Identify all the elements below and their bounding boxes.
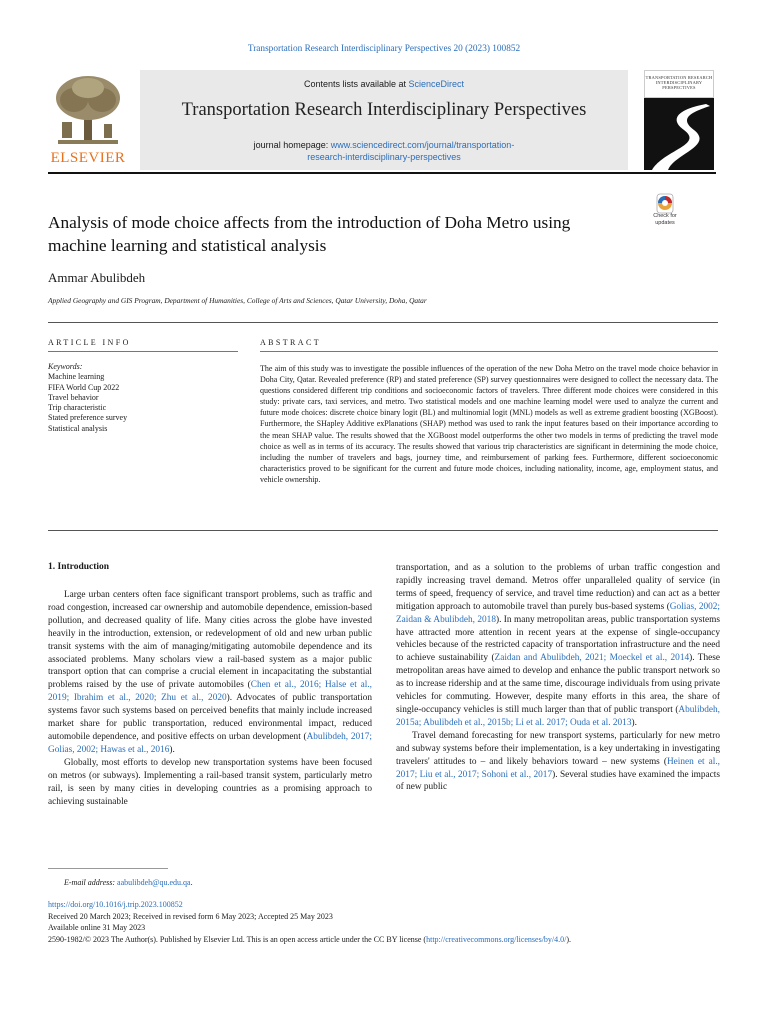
homepage-link-1[interactable]: www.sciencedirect.com/journal/transportation- <box>330 140 515 150</box>
divider-top <box>48 322 718 323</box>
abstract-heading: ABSTRACT <box>260 338 321 347</box>
available-online: Available online 31 May 2023 <box>48 923 146 933</box>
keyword: Stated preference survey <box>48 413 128 423</box>
paragraph: Travel demand forecasting for new transport systems, particularly for new metro and subway systems before their implementation, is a key undertaking in investigating travelers' attitudes to – and likely behaviors toward – new systems (Heinen et al., 2017; Liu et al., 2017; Sohoni et al., 2017). Several studies have examined the impacts of new public <box>396 730 721 793</box>
keyword: Statistical analysis <box>48 423 108 433</box>
journal-reference[interactable]: Transportation Research Interdisciplinary Perspectives 20 (2023) 100852 <box>247 44 521 54</box>
abstract-text: The aim of this study was to investigate the possible influences of the operation of the new Doha Metro on the travel mode choice behavior in Doha City, Qatar. Revealed preference (RP) and stated preference (SP) survey questionnaires were designed to collect the necessary data. The questions considered different trip conditions and socioeconomic factors of travelers. Three different mode choices were considered in this study: private cars, taxi services, and metro. Two statistical models and one machine learning model were used to analyze the current and future mode choices: discrete choice binary logit (BL) and multinomial logit (MNL) models as well as extreme gradient boosting (XGBoost). Furthermore, the SHapley Additive exPlanations (SHAP) method was used to rank the input features based on their importance according to the mean SHAP value. The results showed that the XGBoost model outperforms the other two models in terms of predicting the travel mode choice as well as in terms of its accuracy. The results showed that various trip characteristics are significant in determining the mode choice, including the number of travelers and bags, journey time, and reimbursement of parking fees. Furthermore, different socioeconomic characteristics proved to be significant for the current and future mode choices, including nationality, income, age, employment status, and vehicle ownership. <box>260 364 718 484</box>
journal-cover <box>644 70 714 170</box>
cover-title: TRANSPORTATION RESEARCH INTERDISCIPLINARY PERSPECTIVES <box>644 70 714 98</box>
keyword: Trip characteristic <box>48 403 107 413</box>
citation-link[interactable]: Heinen et al., 2017; Liu et al., 2017; Sohoni et al., 2017 <box>396 756 721 780</box>
author-name: Ammar Abulibdeh <box>48 270 146 285</box>
contents-line: Contents lists available at ScienceDirect <box>303 79 465 89</box>
keyword: Machine learning <box>48 372 105 382</box>
citation-link[interactable]: Abulibdeh, 2017; Golias, 2002; Hawas et al., 2016 <box>48 731 372 755</box>
article-title: Analysis of mode choice affects from the introduction of Doha Metro using machine learning and statistical analysis <box>48 213 571 255</box>
citation-link[interactable]: Golias, 2002; Zaidan & Abulibdeh, 2018 <box>396 601 720 625</box>
publisher-name: ELSEVIER <box>50 150 126 166</box>
divider-bottom <box>48 530 718 531</box>
check-for-updates-label[interactable]: Check for updates <box>653 213 677 226</box>
divider-abstract <box>260 351 718 352</box>
citation-link[interactable]: Chen et al., 2016; Halse et al., 2019; Ibrahim et al., 2020; Zhu et al., 2020 <box>48 680 372 704</box>
footnote-email: E-mail address: aabulibdeh@qu.edu.qa. <box>64 878 193 887</box>
journal-homepage <box>140 139 628 163</box>
paragraph: Globally, most efforts to develop new transportation systems have been focused on metros (or subways). Implementing a rail-based transit system, particularly metro rail, is seen by many cities in developing countries as a promising approach to achieving sustainable <box>48 757 372 807</box>
keyword: Travel behavior <box>48 392 99 402</box>
keywords-block <box>48 362 238 434</box>
homepage-label: journal homepage: <box>253 140 331 150</box>
body-column-left <box>48 589 372 808</box>
body-column-right <box>396 562 720 794</box>
citation-link[interactable]: Zaidan and Abulibdeh, 2021; Moeckel et al., 2014 <box>494 653 690 664</box>
sciencedirect-link[interactable]: ScienceDirect <box>408 79 465 89</box>
citation-link[interactable]: Abulibdeh, 2015a; Abulibdeh et al., 2015b; Li et al. 2017; Ouda et al. 2013 <box>396 704 720 728</box>
paragraph: transportation, and as a solution to the problems of urban traffic congestion and rapidly increasing travel demand. Metros offer unparalleled quality of service (in terms of speed, frequency of service, and travel time reduction) and can act as a better mitigation approach to automobile travel than purely bus-based systems (Golias, 2002; Zaidan & Abulibdeh, 2018). In many metropolitan areas, public transportation systems have attracted more attention in recent years at the expense of single-occupancy vehicles because of the restricted capacity of transportation infrastructure and the need to achieve sustainability (Zaidan and Abulibdeh, 2021; Moeckel et al., 2014). These metropolitan areas have aimed to develop and enhance the public transport network so as to increase ridership and at the same time, discourage individuals from using private vehicles for commuting. However, despite many efforts in this area, the share of single-occupancy vehicles is still much larger than that of public transport (Abulibdeh, 2015a; Abulibdeh et al., 2015b; Li et al. 2017; Ouda et al. 2013). <box>396 563 720 728</box>
received-dates: Received 20 March 2023; Received in revised form 6 May 2023; Accepted 25 May 2023 <box>48 911 333 921</box>
doi-link[interactable]: https://doi.org/10.1016/j.trip.2023.100852 <box>48 900 183 909</box>
article-metadata <box>48 899 738 945</box>
paragraph: Large urban centers often face significant transport problems, such as traffic and road congestion, increased car ownership and automobile dependence, emission-based pollution, and decreased quality of life. Many cities across the globe have invested heavily in the introduction, extension, or redevelopment of old and new urban public transit systems with the aim of managing/mitigating automobile dependence and its associated problems. Many scholars view a rail-based system as a major public transport option that can comprise a crucial element in incapacitating the substantial problems raised by the use of private automobiles (Chen et al., 2016; Halse et al., 2019; Ibrahim et al., 2020; Zhu et al., 2020). Advocates of public transportation systems favor such systems based on perceived benefits that mainly include increased market share for public transportation, reduced environmental impact, reduced automobile dependence, and positive effects on urban development (Abulibdeh, 2017; Golias, 2002; Hawas et al., 2016). <box>48 590 372 755</box>
license-link[interactable]: http://creativecommons.org/licenses/by/4.0/ <box>426 934 567 944</box>
keyword: FIFA World Cup 2022 <box>48 382 120 392</box>
homepage-link-2[interactable]: research-interdisciplinary-perspectives <box>307 152 461 162</box>
section-heading-introduction: 1. Introduction <box>48 562 110 572</box>
journal-title: Transportation Research Interdisciplinary Perspectives <box>181 100 587 120</box>
cover-road-art <box>644 70 714 170</box>
author-affiliation: Applied Geography and GIS Program, Department of Humanities, College of Arts and Sciences, Qatar University, Doha, Qatar <box>48 296 427 305</box>
article-info-heading: ARTICLE INFO <box>48 338 131 347</box>
divider-info <box>48 351 238 352</box>
license-line: 2590-1982/© 2023 The Author(s). Published by Elsevier Ltd. This is an open access article under the CC BY license (http://creativecommons.org/licenses/by/4.0/). <box>48 934 572 944</box>
keywords-label: Keywords: <box>48 362 83 371</box>
email-link[interactable]: aabulibdeh@qu.edu.qa <box>117 878 191 887</box>
footnote-rule <box>48 868 168 869</box>
masthead-rule <box>48 172 716 174</box>
